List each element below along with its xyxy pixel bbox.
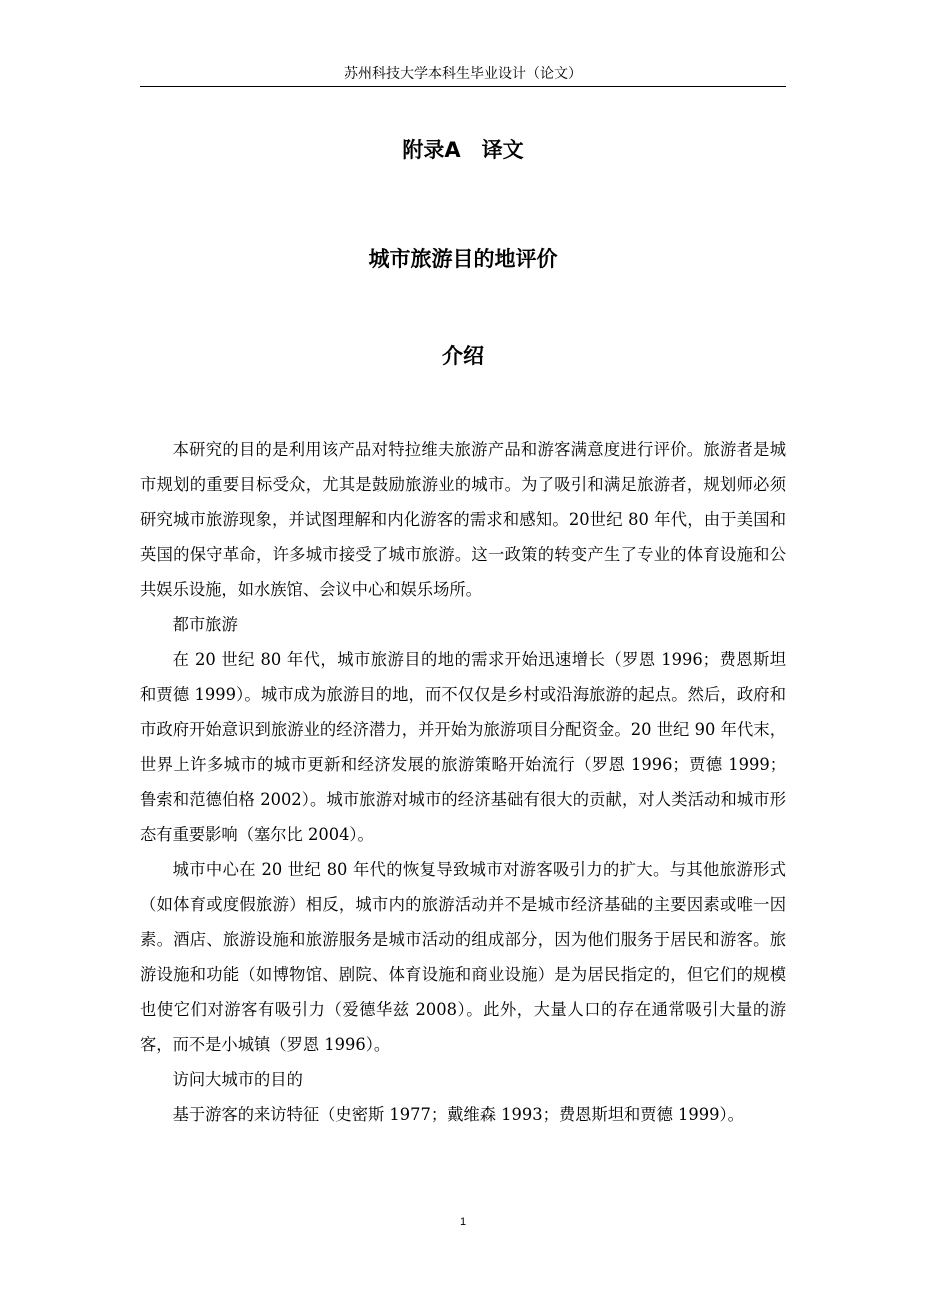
subheading-urban-tourism: 都市旅游 — [172, 615, 238, 634]
paragraph: 本研究的目的是利用该产品对特拉维夫旅游产品和游客满意度进行评价。旅游者是城市规划的重要目标受众，尤其是鼓励旅游业的城市。为了吸引和满足旅游者，规划师必须研究城市旅游现象，并试图理解和内化游客的需求和感知。20世纪 80 年代，由于美国和英国的保守革命，许多城市接受了城市旅游。这一政策的转变产生了专业的体育设施和公共娱乐设施，如水族馆、会议中心和娱乐场所。 — [140, 440, 786, 599]
subheading-visit-purpose: 访问大城市的目的 — [172, 1070, 303, 1089]
appendix-title: 附录A 译文 — [402, 138, 524, 162]
paragraph: 基于游客的来访特征（史密斯 1977；戴维森 1993；费恩斯坦和贾德 1999）。 — [172, 1105, 744, 1124]
paragraph: 在 20 世纪 80 年代，城市旅游目的地的需求开始迅速增长（罗恩 1996；费恩斯坦和贾德 1999）。城市成为旅游目的地，而不仅仅是乡村或沿海旅游的起点。然后，政府和市政府开始意识到旅游业的经济潜力，并开始为旅游项目分配资金。20 世纪 90 年代末，世界上许多城市的城市更新和经济发展的旅游策略开始流行（罗恩 1996；贾德 1999；鲁索和范德伯格 2002）。城市旅游对城市的经济基础有很大的贡献，对人类活动和城市形态有重要影响（塞尔比 2004）。 — [140, 650, 786, 844]
section-title-introduction: 介绍 — [442, 344, 484, 368]
paragraph: 城市中心在 20 世纪 80 年代的恢复导致城市对游客吸引力的扩大。与其他旅游形式（如体育或度假旅游）相反，城市内的旅游活动并不是城市经济基础的主要因素或唯一因素。酒店、旅游设施和旅游服务是城市活动的组成部分，因为他们服务于居民和游客。旅游设施和功能（如博物馆、剧院、体育设施和商业设施）是为居民指定的，但它们的规模也使它们对游客有吸引力（爱德华兹 2008）。此外，大量人口的存在通常吸引大量的游客，而不是小城镇（罗恩 1996）。 — [140, 860, 786, 1054]
article-title: 城市旅游目的地评价 — [368, 247, 558, 271]
body-text — [140, 432, 786, 1132]
page-number: 1 — [459, 1216, 467, 1228]
running-header: 苏州科技大学本科生毕业设计（论文） — [344, 66, 582, 82]
header-divider — [140, 86, 786, 87]
